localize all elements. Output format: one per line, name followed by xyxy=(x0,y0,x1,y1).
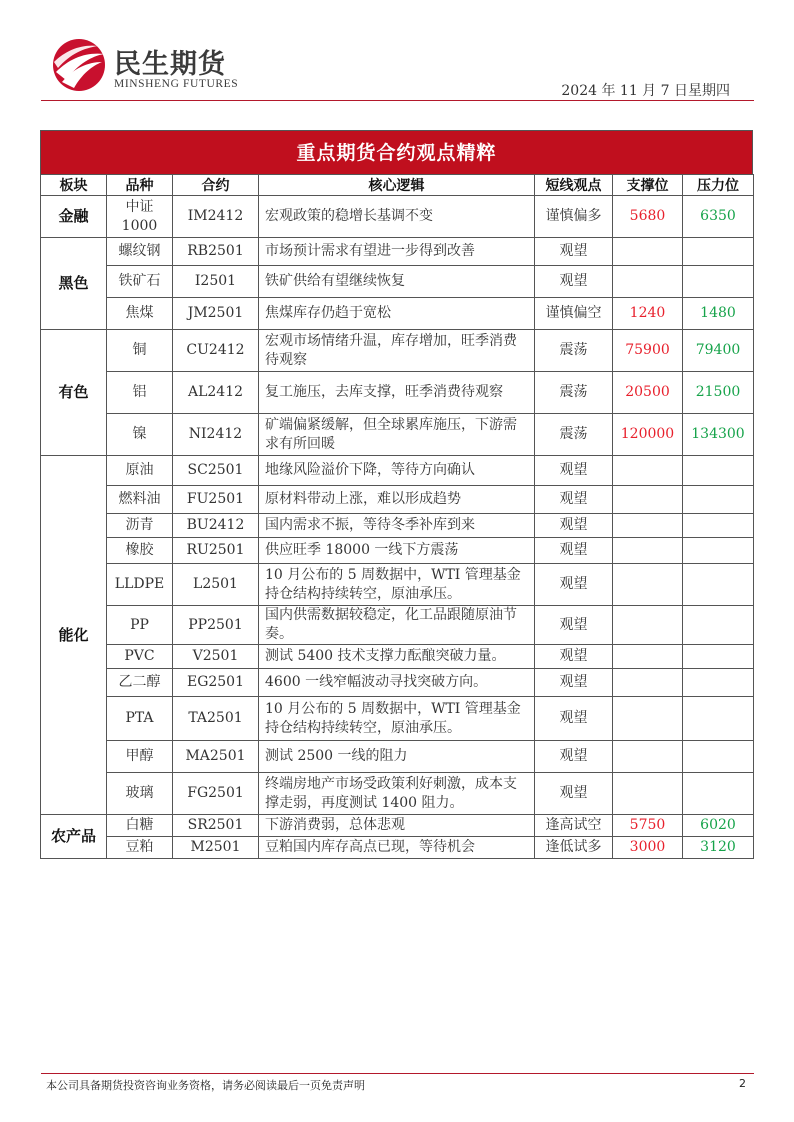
logic-cell: 10 月公布的 5 周数据中，WTI 管理基金持仓结构持续转空，原油承压。 xyxy=(259,697,535,741)
support-cell xyxy=(613,266,683,298)
resistance-cell xyxy=(683,773,754,815)
table-row xyxy=(41,538,754,564)
col-header-view: 短线观点 xyxy=(535,175,613,196)
logic-cell: 供应旺季 18000 一线下方震荡 xyxy=(259,538,535,564)
product-cell: 原油 xyxy=(107,456,173,486)
product-cell: 沥青 xyxy=(107,514,173,538)
table-title: 重点期货合约观点精粹 xyxy=(40,130,753,174)
logic-cell: 宏观市场情绪升温，库存增加，旺季消费待观察 xyxy=(259,330,535,372)
col-header-sector: 板块 xyxy=(41,175,107,196)
table-body xyxy=(41,196,754,859)
product-cell: 燃料油 xyxy=(107,486,173,514)
contract-cell: FG2501 xyxy=(173,773,259,815)
logic-cell: 原材料带动上涨，难以形成趋势 xyxy=(259,486,535,514)
support-cell xyxy=(613,486,683,514)
product-cell: 铜 xyxy=(107,330,173,372)
view-cell: 观望 xyxy=(535,669,613,697)
logic-cell: 国内需求不振，等待冬季补库到来 xyxy=(259,514,535,538)
sector-cell: 黑色 xyxy=(41,238,107,330)
view-cell: 观望 xyxy=(535,645,613,669)
view-cell: 观望 xyxy=(535,606,613,645)
view-cell: 观望 xyxy=(535,266,613,298)
table-row xyxy=(41,514,754,538)
contract-cell: NI2412 xyxy=(173,414,259,456)
col-header-logic: 核心逻辑 xyxy=(259,175,535,196)
contract-cell: EG2501 xyxy=(173,669,259,697)
product-cell: 焦煤 xyxy=(107,298,173,330)
resistance-cell xyxy=(683,606,754,645)
contract-cell: SC2501 xyxy=(173,456,259,486)
table-row xyxy=(41,564,754,606)
support-cell xyxy=(613,238,683,266)
view-cell: 观望 xyxy=(535,456,613,486)
support-cell: 1240 xyxy=(613,298,683,330)
view-cell: 观望 xyxy=(535,486,613,514)
logic-cell: 终端房地产市场受政策利好刺激，成本支撑走弱，再度测试 1400 阻力。 xyxy=(259,773,535,815)
view-cell: 谨慎偏空 xyxy=(535,298,613,330)
support-cell: 20500 xyxy=(613,372,683,414)
report-date: 2024 年 11 月 7 日星期四 xyxy=(561,83,730,99)
support-cell: 120000 xyxy=(613,414,683,456)
futures-table-container xyxy=(40,130,753,859)
col-header-resistance: 压力位 xyxy=(683,175,754,196)
sector-cell: 有色 xyxy=(41,330,107,456)
resistance-cell xyxy=(683,486,754,514)
logic-cell: 铁矿供给有望继续恢复 xyxy=(259,266,535,298)
contract-cell: L2501 xyxy=(173,564,259,606)
resistance-cell: 6020 xyxy=(683,815,754,837)
support-cell xyxy=(613,564,683,606)
view-cell: 观望 xyxy=(535,514,613,538)
support-cell: 3000 xyxy=(613,837,683,859)
logic-cell: 下游消费弱，总体悲观 xyxy=(259,815,535,837)
contract-cell: MA2501 xyxy=(173,741,259,773)
product-cell: 铝 xyxy=(107,372,173,414)
resistance-cell xyxy=(683,669,754,697)
view-cell: 观望 xyxy=(535,538,613,564)
contract-cell: FU2501 xyxy=(173,486,259,514)
table-row xyxy=(41,238,754,266)
resistance-cell: 1480 xyxy=(683,298,754,330)
logic-cell: 市场预计需求有望进一步得到改善 xyxy=(259,238,535,266)
table-row xyxy=(41,266,754,298)
contract-cell: AL2412 xyxy=(173,372,259,414)
table-row xyxy=(41,486,754,514)
contract-cell: JM2501 xyxy=(173,298,259,330)
table-row xyxy=(41,669,754,697)
table-row xyxy=(41,298,754,330)
contract-cell: BU2412 xyxy=(173,514,259,538)
view-cell: 观望 xyxy=(535,697,613,741)
logo-en-text: MINSHENG FUTURES xyxy=(114,78,239,90)
product-cell: 玻璃 xyxy=(107,773,173,815)
resistance-cell xyxy=(683,645,754,669)
support-cell: 75900 xyxy=(613,330,683,372)
view-cell: 观望 xyxy=(535,238,613,266)
table-row xyxy=(41,645,754,669)
support-cell xyxy=(613,514,683,538)
product-cell: PP xyxy=(107,606,173,645)
support-cell xyxy=(613,741,683,773)
product-cell: LLDPE xyxy=(107,564,173,606)
logic-cell: 矿端偏紧缓解，但全球累库施压，下游需求有所回暖 xyxy=(259,414,535,456)
support-cell xyxy=(613,669,683,697)
contract-cell: RU2501 xyxy=(173,538,259,564)
view-cell: 震荡 xyxy=(535,330,613,372)
table-row xyxy=(41,697,754,741)
table-row xyxy=(41,815,754,837)
sector-cell: 金融 xyxy=(41,196,107,238)
resistance-cell xyxy=(683,741,754,773)
product-cell: 豆粕 xyxy=(107,837,173,859)
support-cell xyxy=(613,773,683,815)
col-header-product: 品种 xyxy=(107,175,173,196)
table-row xyxy=(41,330,754,372)
logic-cell: 测试 5400 技术支撑力酝酿突破力量。 xyxy=(259,645,535,669)
contract-cell: SR2501 xyxy=(173,815,259,837)
table-header-row xyxy=(41,175,754,196)
minsheng-logo-icon xyxy=(52,38,106,92)
view-cell: 观望 xyxy=(535,564,613,606)
table-row xyxy=(41,606,754,645)
resistance-cell xyxy=(683,238,754,266)
logic-cell: 国内供需数据较稳定，化工品跟随原油节奏。 xyxy=(259,606,535,645)
header-divider xyxy=(41,100,754,101)
table-row xyxy=(41,837,754,859)
support-cell: 5680 xyxy=(613,196,683,238)
table-row xyxy=(41,372,754,414)
contract-cell: CU2412 xyxy=(173,330,259,372)
contract-cell: I2501 xyxy=(173,266,259,298)
product-cell: 镍 xyxy=(107,414,173,456)
product-cell: 甲醇 xyxy=(107,741,173,773)
table-row xyxy=(41,456,754,486)
contract-cell: PP2501 xyxy=(173,606,259,645)
futures-table xyxy=(40,174,754,859)
logic-cell: 复工施压，去库支撑，旺季消费待观察 xyxy=(259,372,535,414)
resistance-cell xyxy=(683,697,754,741)
resistance-cell xyxy=(683,514,754,538)
logo-cn-text: 民生期货 xyxy=(114,49,226,80)
table-row xyxy=(41,773,754,815)
product-cell: PTA xyxy=(107,697,173,741)
contract-cell: RB2501 xyxy=(173,238,259,266)
resistance-cell: 134300 xyxy=(683,414,754,456)
support-cell xyxy=(613,538,683,564)
logic-cell: 地缘风险溢价下降，等待方向确认 xyxy=(259,456,535,486)
view-cell: 逢高试空 xyxy=(535,815,613,837)
logic-cell: 焦煤库存仍趋于宽松 xyxy=(259,298,535,330)
logic-cell: 豆粕国内库存高点已现，等待机会 xyxy=(259,837,535,859)
table-row xyxy=(41,741,754,773)
contract-cell: TA2501 xyxy=(173,697,259,741)
resistance-cell xyxy=(683,538,754,564)
support-cell xyxy=(613,456,683,486)
view-cell: 逢低试多 xyxy=(535,837,613,859)
product-cell: 螺纹钢 xyxy=(107,238,173,266)
product-cell: 白糖 xyxy=(107,815,173,837)
view-cell: 震荡 xyxy=(535,414,613,456)
product-cell: 乙二醇 xyxy=(107,669,173,697)
logic-cell: 宏观政策的稳增长基调不变 xyxy=(259,196,535,238)
product-cell: 中证 1000 xyxy=(107,196,173,238)
footer-divider xyxy=(41,1073,754,1074)
support-cell xyxy=(613,697,683,741)
resistance-cell xyxy=(683,564,754,606)
view-cell: 观望 xyxy=(535,741,613,773)
support-cell xyxy=(613,645,683,669)
sector-cell: 能化 xyxy=(41,456,107,815)
resistance-cell xyxy=(683,266,754,298)
resistance-cell: 79400 xyxy=(683,330,754,372)
logic-cell: 10 月公布的 5 周数据中，WTI 管理基金持仓结构持续转空，原油承压。 xyxy=(259,564,535,606)
view-cell: 震荡 xyxy=(535,372,613,414)
page-number: 2 xyxy=(739,1077,746,1090)
support-cell xyxy=(613,606,683,645)
product-cell: 铁矿石 xyxy=(107,266,173,298)
resistance-cell: 6350 xyxy=(683,196,754,238)
contract-cell: V2501 xyxy=(173,645,259,669)
logic-cell: 测试 2500 一线的阻力 xyxy=(259,741,535,773)
product-cell: PVC xyxy=(107,645,173,669)
product-cell: 橡胶 xyxy=(107,538,173,564)
page-header xyxy=(0,0,794,110)
resistance-cell: 21500 xyxy=(683,372,754,414)
logic-cell: 4600 一线窄幅波动寻找突破方向。 xyxy=(259,669,535,697)
col-header-contract: 合约 xyxy=(173,175,259,196)
view-cell: 观望 xyxy=(535,773,613,815)
contract-cell: M2501 xyxy=(173,837,259,859)
table-row xyxy=(41,196,754,238)
col-header-support: 支撑位 xyxy=(613,175,683,196)
sector-cell: 农产品 xyxy=(41,815,107,859)
table-row xyxy=(41,414,754,456)
footer-disclaimer: 本公司具备期货投资咨询业务资格，请务必阅读最后一页免责声明 xyxy=(46,1079,365,1092)
support-cell: 5750 xyxy=(613,815,683,837)
resistance-cell xyxy=(683,456,754,486)
view-cell: 谨慎偏多 xyxy=(535,196,613,238)
resistance-cell: 3120 xyxy=(683,837,754,859)
contract-cell: IM2412 xyxy=(173,196,259,238)
